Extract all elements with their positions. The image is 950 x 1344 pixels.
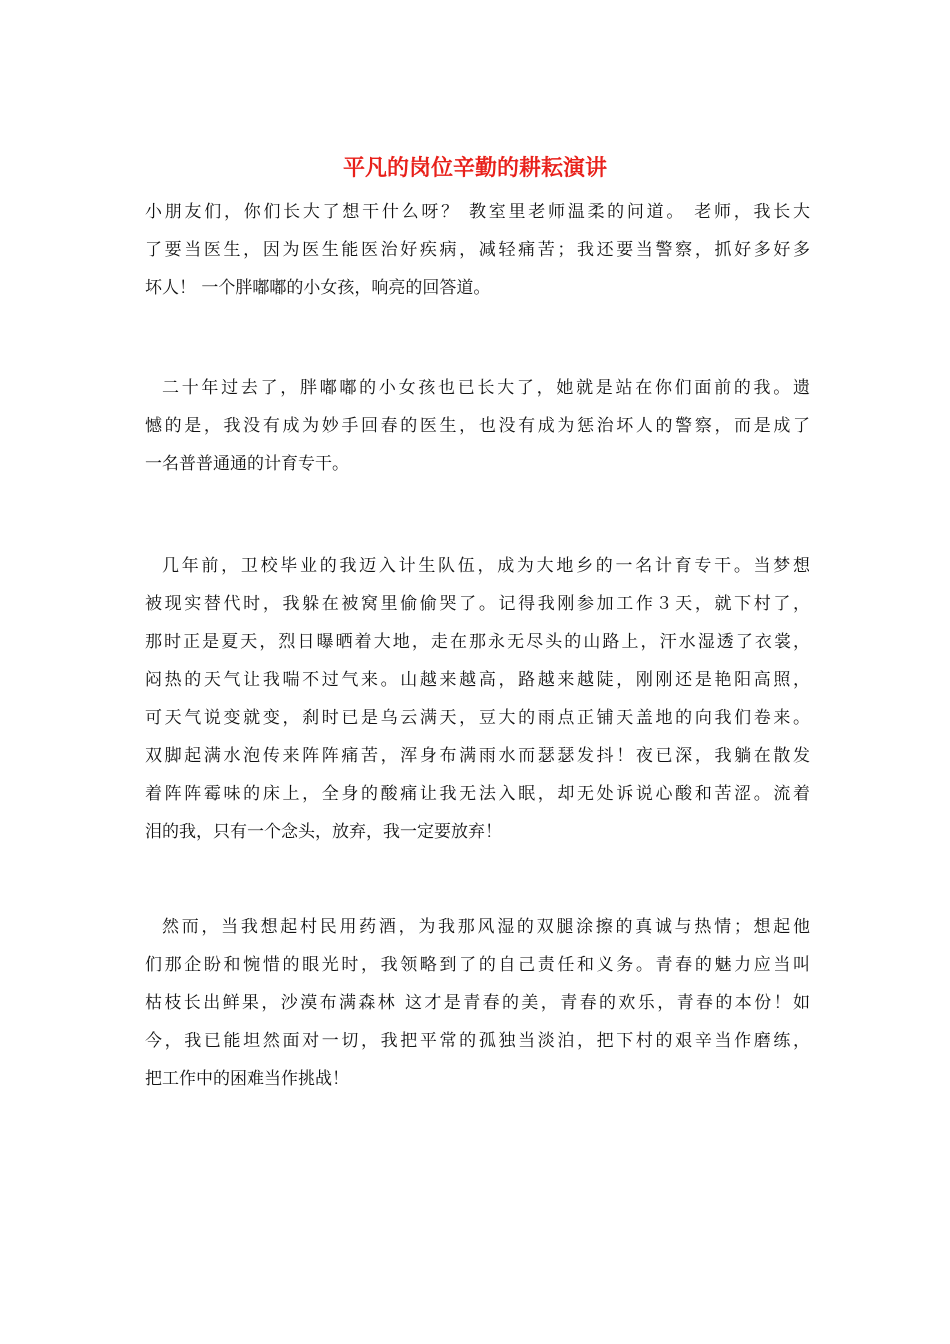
paragraph-line: 双脚起满水泡传来阵阵痛苦，浑身布满雨水而瑟瑟发抖！夜已深，我躺在散发 [145, 746, 810, 766]
paragraph-line: 今，我已能坦然面对一切，我把平常的孤独当淡泊，把下村的艰辛当作磨练， [145, 1031, 810, 1051]
paragraph-line: 被现实替代时，我躲在被窝里偷偷哭了。记得我刚参加工作３天，就下村了， [145, 594, 810, 614]
paragraph-line: 泪的我，只有一个念头，放弃，我一定要放弃！ [145, 822, 502, 842]
paragraph-4 [145, 908, 810, 1098]
paragraph-line: 小朋友们，你们长大了想干什么呀？ 教室里老师温柔的问道。 老师，我长大 [145, 202, 810, 222]
paragraph-line: 可天气说变就变，刹时已是乌云满天，豆大的雨点正铺天盖地的向我们卷来。 [145, 708, 810, 728]
paragraph-line: 坏人！ 一个胖嘟嘟的小女孩，响亮的回答道。 [145, 278, 491, 298]
paragraph-line: 一名普普通通的计育专干。 [145, 454, 349, 474]
paragraph-line: 那时正是夏天，烈日曝晒着大地，走在那永无尽头的山路上，汗水湿透了衣裳， [145, 632, 810, 652]
paragraph-line: 了要当医生，因为医生能医治好疾病，减轻痛苦；我还要当警察，抓好多好多 [145, 240, 810, 260]
paragraph-line: 们那企盼和惋惜的眼光时，我领略到了的自己责任和义务。青春的魅力应当叫 [145, 955, 810, 975]
paragraph-line: 枯枝长出鲜果，沙漠布满森林 这才是青春的美，青春的欢乐，青春的本份！如 [145, 993, 810, 1013]
page-title: 平凡的岗位辛勤的耕耘演讲 [342, 155, 607, 181]
paragraph-1 [145, 193, 810, 307]
paragraph-2 [145, 369, 810, 483]
paragraph-line: 把工作中的困难当作挑战！ [145, 1069, 349, 1089]
paragraph-line: 憾的是，我没有成为妙手回春的医生，也没有成为惩治坏人的警察，而是成了 [145, 416, 810, 436]
paragraph-line: 着阵阵霉味的床上，全身的酸痛让我无法入眠，却无处诉说心酸和苦涩。流着 [145, 784, 810, 804]
paragraph-line: 闷热的天气让我喘不过气来。山越来越高，路越来越陡，刚刚还是艳阳高照， [145, 670, 810, 690]
paragraph-3 [145, 547, 810, 851]
paragraph-line: 然而，当我想起村民用药酒，为我那风湿的双腿涂擦的真诚与热情；想起他 [162, 917, 810, 937]
paragraph-line: 几年前，卫校毕业的我迈入计生队伍，成为大地乡的一名计育专干。当梦想 [162, 556, 810, 576]
paragraph-line: 二十年过去了，胖嘟嘟的小女孩也已长大了，她就是站在你们面前的我。遗 [162, 378, 810, 398]
